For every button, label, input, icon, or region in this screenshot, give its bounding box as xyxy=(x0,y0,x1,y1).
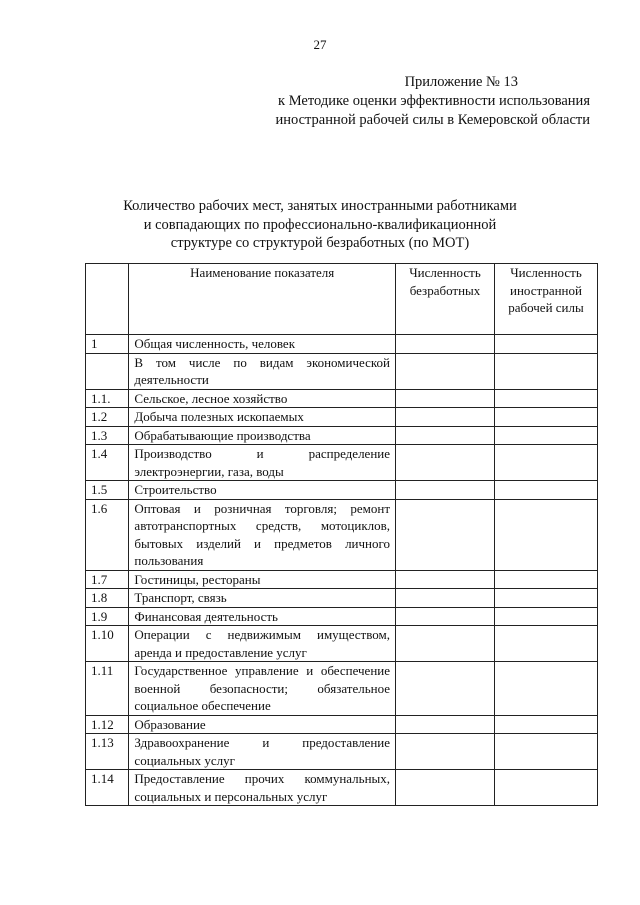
row-number-cell xyxy=(86,353,129,389)
unemployed-value-cell xyxy=(396,335,495,354)
unemployed-value-cell xyxy=(396,589,495,608)
indicator-name-cell: Здравоохранение и предоставление социальных услуг xyxy=(129,734,396,770)
header-num-cell xyxy=(86,264,129,335)
title-line-1: Количество рабочих мест, занятых иностранными работниками xyxy=(123,198,517,214)
foreign-value-cell xyxy=(494,715,597,734)
page-number: 27 xyxy=(313,37,327,52)
row-number-cell: 1 xyxy=(86,335,129,354)
table-row xyxy=(86,607,598,626)
indicator-name-cell: Финансовая деятельность xyxy=(129,607,396,626)
unemployed-value-cell xyxy=(396,445,495,481)
appendix-region: иностранной рабочей силы в Кемеровской области xyxy=(275,112,590,128)
header-foreign-cell: Численность иностранной рабочей силы xyxy=(494,264,597,335)
row-number-cell: 1.11 xyxy=(86,662,129,716)
row-number-cell: 1.9 xyxy=(86,607,129,626)
foreign-value-cell xyxy=(494,607,597,626)
foreign-value-cell xyxy=(494,481,597,500)
table-header-row xyxy=(86,264,598,335)
table-row xyxy=(86,426,598,445)
row-number-cell: 1.8 xyxy=(86,589,129,608)
row-number-cell: 1.4 xyxy=(86,445,129,481)
indicator-name-cell: Образование xyxy=(129,715,396,734)
table-row xyxy=(86,353,598,389)
row-number-cell: 1.6 xyxy=(86,499,129,570)
row-number-cell: 1.3 xyxy=(86,426,129,445)
foreign-value-cell xyxy=(494,770,597,806)
row-number-cell: 1.1. xyxy=(86,389,129,408)
table-row xyxy=(86,626,598,662)
unemployed-value-cell xyxy=(396,499,495,570)
title-line-3: структуре со структурой безработных (по МОТ) xyxy=(170,235,470,251)
foreign-value-cell xyxy=(494,499,597,570)
indicator-name-cell: Обрабатывающие производства xyxy=(129,426,396,445)
table-row xyxy=(86,715,598,734)
indicator-name-cell: В том числе по видам экономической деятельности xyxy=(129,353,396,389)
table-row xyxy=(86,481,598,500)
indicator-name-cell: Государственное управление и обеспечение военной безопасности; обязательное социальное обеспечение xyxy=(129,662,396,716)
unemployed-value-cell xyxy=(396,481,495,500)
table-row xyxy=(86,389,598,408)
appendix-note xyxy=(275,73,590,130)
header-name-cell: Наименование показателя xyxy=(129,264,396,335)
table-row xyxy=(86,662,598,716)
table-row xyxy=(86,570,598,589)
foreign-value-cell xyxy=(494,353,597,389)
title-line-2: и совпадающих по профессионально-квалификационной xyxy=(143,216,497,233)
appendix-number: Приложение № 13 xyxy=(404,74,518,90)
unemployed-value-cell xyxy=(396,353,495,389)
indicator-name-cell: Оптовая и розничная торговля; ремонт автотранспортных средств, мотоциклов, бытовых изделий и предметов личного пользования xyxy=(129,499,396,570)
document-title xyxy=(0,197,640,253)
foreign-value-cell xyxy=(494,734,597,770)
unemployed-value-cell xyxy=(396,770,495,806)
foreign-value-cell xyxy=(494,626,597,662)
foreign-value-cell xyxy=(494,389,597,408)
table-row xyxy=(86,408,598,427)
foreign-value-cell xyxy=(494,335,597,354)
unemployed-value-cell xyxy=(396,408,495,427)
table-row xyxy=(86,445,598,481)
row-number-cell: 1.12 xyxy=(86,715,129,734)
header-unemployed-cell: Численность безработных xyxy=(396,264,495,335)
indicator-name-cell: Добыча полезных ископаемых xyxy=(129,408,396,427)
unemployed-value-cell xyxy=(396,570,495,589)
indicator-name-cell: Строительство xyxy=(129,481,396,500)
table-row xyxy=(86,499,598,570)
row-number-cell: 1.13 xyxy=(86,734,129,770)
foreign-value-cell xyxy=(494,426,597,445)
indicators-table xyxy=(85,263,598,806)
row-number-cell: 1.2 xyxy=(86,408,129,427)
foreign-value-cell xyxy=(494,589,597,608)
foreign-value-cell xyxy=(494,662,597,716)
indicator-name-cell: Гостиницы, рестораны xyxy=(129,570,396,589)
unemployed-value-cell xyxy=(396,426,495,445)
indicator-name-cell: Общая численность, человек xyxy=(129,335,396,354)
indicator-name-cell: Транспорт, связь xyxy=(129,589,396,608)
table-row xyxy=(86,770,598,806)
row-number-cell: 1.14 xyxy=(86,770,129,806)
indicator-name-cell: Производство и распределение электроэнергии, газа, воды xyxy=(129,445,396,481)
foreign-value-cell xyxy=(494,408,597,427)
table-row xyxy=(86,589,598,608)
unemployed-value-cell xyxy=(396,715,495,734)
unemployed-value-cell xyxy=(396,607,495,626)
indicator-name-cell: Сельское, лесное хозяйство xyxy=(129,389,396,408)
indicator-name-cell: Предоставление прочих коммунальных, социальных и персональных услуг xyxy=(129,770,396,806)
appendix-reference: к Методике оценки эффективности использования xyxy=(278,93,590,109)
foreign-value-cell xyxy=(494,445,597,481)
foreign-value-cell xyxy=(494,570,597,589)
unemployed-value-cell xyxy=(396,734,495,770)
indicator-name-cell: Операции с недвижимым имуществом, аренда и предоставление услуг xyxy=(129,626,396,662)
row-number-cell: 1.10 xyxy=(86,626,129,662)
unemployed-value-cell xyxy=(396,389,495,408)
unemployed-value-cell xyxy=(396,662,495,716)
row-number-cell: 1.7 xyxy=(86,570,129,589)
row-number-cell: 1.5 xyxy=(86,481,129,500)
unemployed-value-cell xyxy=(396,626,495,662)
table-row xyxy=(86,734,598,770)
table-row xyxy=(86,335,598,354)
